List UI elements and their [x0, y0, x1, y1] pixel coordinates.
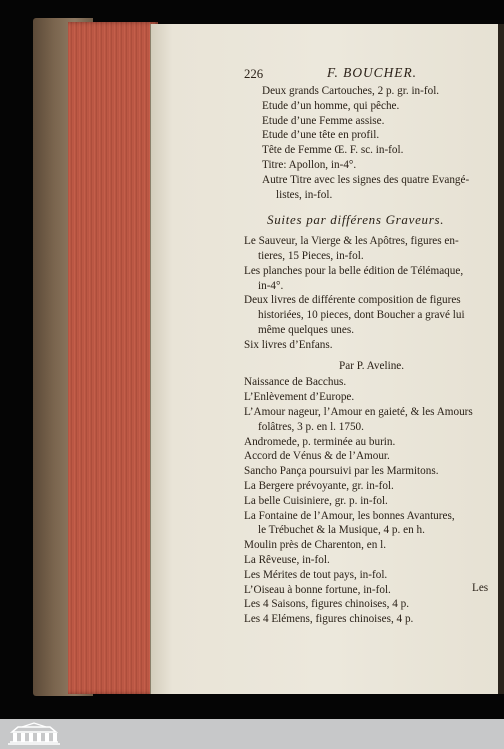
catalog-line: Deux grands Cartouches, 2 p. gr. in-fol. [262, 85, 440, 97]
engraver-heading: Par P. Aveline. [339, 359, 405, 372]
catalog-line: Les 4 Elémens, figures chinoises, 4 p. [244, 613, 414, 626]
catalog-line: Andromede, p. terminée au burin. [244, 435, 396, 448]
catalog-line-continuation: in-4°. [258, 279, 284, 292]
catalog-line: La Bergere prévoyante, gr. in-fol. [244, 479, 394, 492]
catalog-line: La Fontaine de l’Amour, les bonnes Avantures, [244, 509, 455, 522]
catalog-line: Les planches pour la belle édition de Télémaque, [244, 264, 464, 277]
footer-bar [0, 719, 504, 749]
catalog-line-continuation: listes, in-fol. [276, 188, 333, 201]
catalog-line: Naissance de Bacchus. [244, 376, 347, 389]
catalog-line: Six livres d’Enfans. [244, 338, 333, 351]
catalog-line: La belle Cuisiniere, gr. p. in-fol. [244, 494, 388, 507]
catalog-line: Autre Titre avec les signes des quatre Evangé- [262, 173, 470, 186]
catalog-line: Titre: Apollon, in-4°. [262, 158, 357, 171]
top-entry-list [244, 84, 490, 202]
catalog-line: L’Enlèvement d’Europe. [244, 391, 355, 404]
catalog-line: Les 4 Saisons, figures chinoises, 4 p. [244, 598, 409, 611]
building-logo-icon [4, 722, 64, 747]
catalog-line: Le Sauveur, la Vierge & les Apôtres, figures en- [244, 235, 459, 248]
catalog-line: Sancho Pança poursuivi par les Marmitons. [244, 465, 439, 478]
catalog-line-continuation: folâtres, 3 p. en l. 1750. [258, 420, 364, 433]
page-header [244, 62, 490, 84]
catalog-line-continuation: le Trébuchet & la Musique, 4 p. en h. [258, 524, 425, 537]
running-head: F. BOUCHER. [327, 65, 417, 80]
catchword: Les [472, 582, 489, 594]
catalog-line: Etude d’une Femme assise. [262, 114, 385, 127]
catalog-line-continuation: même quelques unes. [258, 323, 355, 336]
right-dark-binding-strip [498, 24, 504, 694]
catalog-line: Moulin près de Charenton, en l. [244, 539, 386, 552]
catalog-line: Les Mérites de tout pays, in-fol. [244, 568, 388, 581]
catalog-line: L’Amour nageur, l’Amour en gaieté, & les Amours [244, 405, 473, 418]
catalog-line-continuation: tieres, 15 Pieces, in-fol. [258, 249, 364, 262]
catalog-line: Accord de Vénus & de l’Amour. [244, 450, 390, 463]
catalog-line: Etude d’un homme, qui pêche. [262, 99, 400, 112]
catalog-line: Tête de Femme Œ. F. sc. in-fol. [262, 144, 404, 157]
suites-entry-list [244, 234, 490, 352]
catalog-line: L’Oiseau à bonne fortune, in-fol. [244, 583, 391, 596]
page-text-block [244, 62, 490, 627]
catalog-line: Deux livres de différente composition de figures [244, 294, 461, 307]
catalog-line: La Rêveuse, in-fol. [244, 553, 330, 566]
catalog-line: Etude d’une tête en profil. [262, 129, 380, 142]
aveline-entry-list [244, 375, 490, 627]
red-page-edges [68, 22, 158, 694]
catalog-line-continuation: historiées, 10 pieces, dont Boucher a gravé lui [258, 309, 465, 322]
page-number: 226 [244, 67, 264, 81]
section-title: Suites par différens Graveurs. [267, 212, 445, 228]
